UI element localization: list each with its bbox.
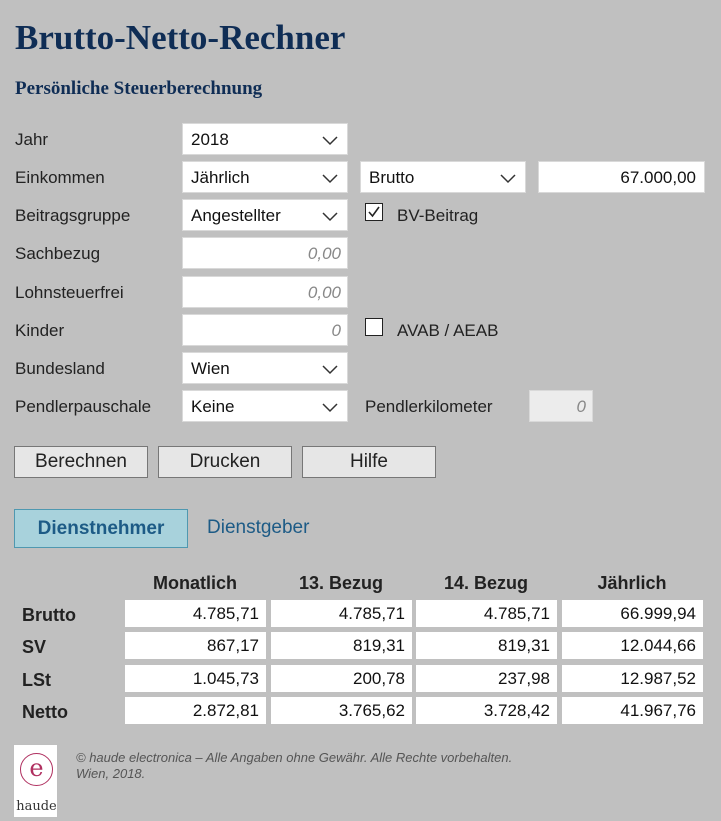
avab-aeab-checkbox[interactable] <box>365 318 383 336</box>
table-cell: 819,31 <box>271 632 412 659</box>
footer-copyright: © haude electronica – Alle Angaben ohne Gewähr. Alle Rechte vorbehalten. <box>76 750 513 765</box>
kinder-label: Kinder <box>15 321 65 340</box>
einkommen-type-select[interactable] <box>360 161 526 193</box>
lohnsteuerfrei-label: Lohnsteuerfrei <box>15 283 124 302</box>
row-header-sv: SV <box>22 637 47 657</box>
table-cell: 819,31 <box>416 632 557 659</box>
sachbezug-label: Sachbezug <box>15 244 101 263</box>
table-cell: 1.045,73 <box>125 665 266 692</box>
row-header-netto: Netto <box>22 702 68 722</box>
avab-aeab-label: AVAB / AEAB <box>397 321 499 340</box>
jahr-value: 2018 <box>191 130 229 149</box>
lohnsteuerfrei-input[interactable] <box>182 276 348 308</box>
jahr-select[interactable] <box>182 123 348 155</box>
logo-letter: e <box>20 753 53 786</box>
einkommen-type-value: Brutto <box>369 168 415 187</box>
chevron-down-icon <box>499 169 517 187</box>
pendlerkilometer-input[interactable] <box>529 390 593 422</box>
chevron-down-icon <box>321 398 339 416</box>
table-cell: 3.765,62 <box>271 697 412 724</box>
checkmark-icon <box>366 204 382 220</box>
column-header-13-bezug: 13. Bezug <box>298 573 384 593</box>
hilfe-button[interactable]: Hilfe <box>302 446 436 478</box>
einkommen-period-value: Jährlich <box>191 168 250 187</box>
table-cell: 3.728,42 <box>416 697 557 724</box>
row-header-lst: LSt <box>22 670 51 690</box>
einkommen-amount-input[interactable] <box>538 161 705 193</box>
jahr-label: Jahr <box>15 130 49 149</box>
column-header-14-bezug: 14. Bezug <box>443 573 529 593</box>
table-cell: 2.872,81 <box>125 697 266 724</box>
table-cell: 41.967,76 <box>562 697 703 724</box>
table-cell: 867,17 <box>125 632 266 659</box>
sachbezug-placeholder: 0,00 <box>307 244 341 263</box>
table-cell: 4.785,71 <box>416 600 557 627</box>
lohnsteuerfrei-placeholder: 0,00 <box>307 283 341 302</box>
kinder-placeholder: 0 <box>331 321 341 340</box>
drucken-button[interactable]: Drucken <box>158 446 292 478</box>
bv-beitrag-checkbox[interactable] <box>365 203 383 221</box>
pendlerpauschale-label: Pendlerpauschale <box>15 397 152 416</box>
haude-logo-icon[interactable] <box>13 744 58 818</box>
row-header-brutto: Brutto <box>22 605 76 625</box>
table-cell: 200,78 <box>271 665 412 692</box>
logo-word: haude <box>16 799 57 814</box>
bv-beitrag-label: BV-Beitrag <box>397 206 479 225</box>
beitragsgruppe-label: Beitragsgruppe <box>15 206 131 225</box>
pendlerpauschale-value: Keine <box>191 397 235 416</box>
sachbezug-input[interactable] <box>182 237 348 269</box>
table-cell: 66.999,94 <box>562 600 703 627</box>
beitragsgruppe-select[interactable] <box>182 199 348 231</box>
page-title: Brutto-Netto-Rechner <box>15 18 346 57</box>
page-subtitle: Persönliche Steuerberechnung <box>15 78 263 99</box>
bundesland-value: Wien <box>191 359 230 378</box>
column-header-jaehrlich: Jährlich <box>597 573 667 593</box>
kinder-input[interactable] <box>182 314 348 346</box>
einkommen-label: Einkommen <box>15 168 105 187</box>
bundesland-select[interactable] <box>182 352 348 384</box>
pendlerkilometer-placeholder: 0 <box>576 397 586 416</box>
column-header-monatlich: Monatlich <box>153 573 237 593</box>
chevron-down-icon <box>321 131 339 149</box>
pendlerkilometer-label: Pendlerkilometer <box>365 397 493 416</box>
table-cell: 4.785,71 <box>271 600 412 627</box>
tab-dienstnehmer[interactable]: Dienstnehmer <box>14 509 188 548</box>
beitragsgruppe-value: Angestellter <box>191 206 281 225</box>
footer-place-year: Wien, 2018. <box>76 766 146 781</box>
tab-dienstgeber[interactable]: Dienstgeber <box>207 517 310 538</box>
table-cell: 4.785,71 <box>125 600 266 627</box>
berechnen-button[interactable]: Berechnen <box>14 446 148 478</box>
table-cell: 12.987,52 <box>562 665 703 692</box>
table-cell: 237,98 <box>416 665 557 692</box>
table-cell: 12.044,66 <box>562 632 703 659</box>
chevron-down-icon <box>321 207 339 225</box>
pendlerpauschale-select[interactable] <box>182 390 348 422</box>
einkommen-period-select[interactable] <box>182 161 348 193</box>
chevron-down-icon <box>321 360 339 378</box>
bundesland-label: Bundesland <box>15 359 105 378</box>
chevron-down-icon <box>321 169 339 187</box>
einkommen-amount-value: 67.000,00 <box>620 168 696 187</box>
